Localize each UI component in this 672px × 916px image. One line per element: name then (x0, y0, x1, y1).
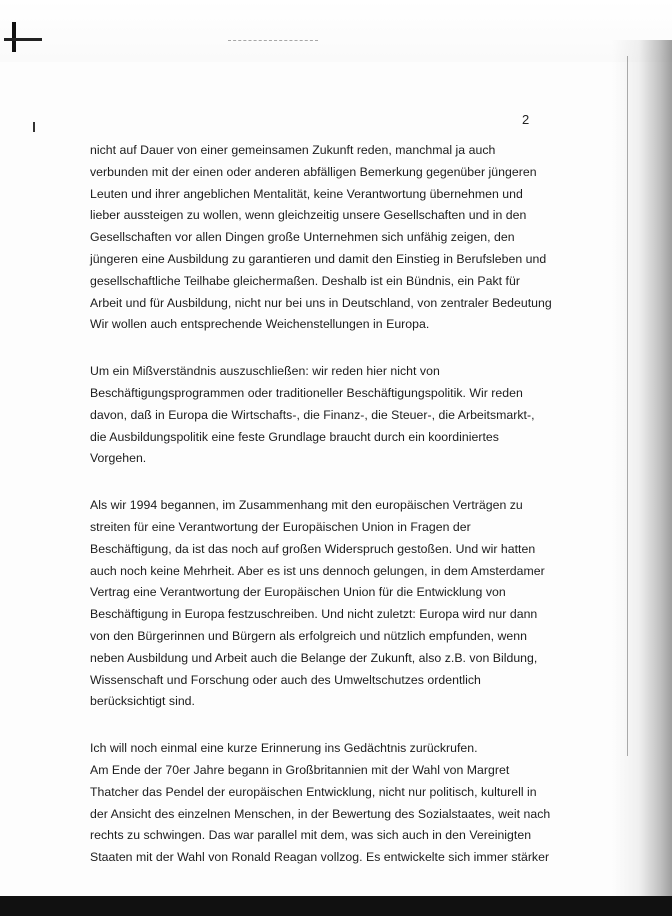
scan-binding-mark (12, 22, 16, 52)
text-line: Wir wollen auch entsprechende Weichenstellungen in Europa. (90, 317, 430, 332)
text-line: Vertrag eine Verantwortung der Europäischen Union für die Entwicklung von (90, 585, 506, 600)
text-line: Ich will noch einmal eine kurze Erinnerung ins Gedächtnis zurückrufen. (90, 741, 478, 756)
paragraph-2 (90, 361, 550, 470)
scan-top-border (0, 0, 672, 62)
text-line: Thatcher das Pendel der europäischen Entwicklung, nicht nur politisch, kulturell in (90, 784, 537, 799)
text-line: Vorgehen. (90, 451, 147, 466)
page-number: 2 (522, 112, 530, 127)
text-line: Beschäftigung in Europa festzuschreiben. Und nicht zuletzt: Europa wird nur dann (90, 607, 538, 622)
text-line: Als wir 1994 begannen, im Zusammenhang mit den europäischen Verträgen zu (90, 498, 523, 513)
text-line: Beschäftigungsprogrammen oder traditioneller Beschäftigungspolitik. Wir reden (90, 385, 523, 400)
text-line: Am Ende der 70er Jahre begann in Großbritannien mit der Wahl von Margret (90, 762, 510, 777)
text-line: von den Bürgerinnen und Bürgern als erfolgreich und nützlich empfunden, wenn (90, 628, 527, 643)
text-line: verbunden mit der einen oder anderen abfälligen Bemerkung gegenüber jüngeren (90, 164, 537, 179)
scan-margin-tick (33, 122, 35, 132)
text-line: Um ein Mißverständnis auszuschließen: wir reden hier nicht von (90, 364, 440, 379)
text-line: neben Ausbildung und Arbeit auch die Belange der Zukunft, also z.B. von Bildung, (90, 650, 538, 665)
text-line: Beschäftigung, da ist das noch auf großen Widerspruch gestoßen. Und wir hatten (90, 541, 536, 556)
text-line: rechts zu schwingen. Das war parallel mit dem, was sich auch in den Vereinigten (90, 828, 532, 843)
scan-bottom-border (0, 896, 672, 916)
text-line: Gesellschaften vor allen Dingen große Unternehmen sich unfähig zeigen, den (90, 230, 515, 245)
text-line: lieber aussteigen zu wollen, wenn gleichzeitig unsere Gesellschaften und in den (90, 208, 527, 223)
text-line: davon, daß in Europa die Wirtschafts-, die Finanz-, die Steuer-, die Arbeitsmarkt-, (90, 407, 535, 422)
text-line: streiten für eine Verantwortung der Europäischen Union in Fragen der (90, 519, 471, 534)
text-line: auch noch keine Mehrheit. Aber es ist uns dennoch gelungen, in dem Amsterdamer (90, 563, 545, 578)
scan-page-edge-line (627, 56, 628, 756)
text-line: Staaten mit der Wahl von Ronald Reagan vollzog. Es entwickelte sich immer stärker (90, 850, 550, 865)
text-line: Wissenschaft und Forschung oder auch des Umweltschutzes ordentlich (90, 672, 481, 687)
scan-right-shadow (612, 40, 672, 916)
paragraph-4 (90, 738, 550, 869)
document-body (90, 140, 550, 894)
text-line: die Ausbildungspolitik eine feste Grundlage braucht durch ein koordiniertes (90, 429, 499, 444)
text-line: Leuten und ihrer angeblichen Mentalität, keine Verantwortung übernehmen und (90, 186, 523, 201)
scan-noise (228, 40, 318, 45)
text-line: nicht auf Dauer von einer gemeinsamen Zukunft reden, manchmal ja auch (90, 143, 496, 157)
text-line: gesellschaftliche Teilhabe gleichermaßen. Deshalb ist ein Bündnis, ein Pakt für (90, 273, 520, 288)
text-line: der Ansicht des einzelnen Menschen, in der Bewertung des Sozialstaates, weit nach (90, 806, 551, 821)
paragraph-1 (90, 140, 550, 336)
scan-binding-mark-horizontal (4, 38, 42, 41)
text-line: Arbeit und für Ausbildung, nicht nur bei uns in Deutschland, von zentraler Bedeutung (90, 295, 552, 310)
text-line: jüngeren eine Ausbildung zu garantieren und damit den Einstieg in Berufsleben und (90, 251, 547, 266)
text-line: berücksichtigt sind. (90, 694, 195, 709)
paragraph-3 (90, 495, 550, 713)
